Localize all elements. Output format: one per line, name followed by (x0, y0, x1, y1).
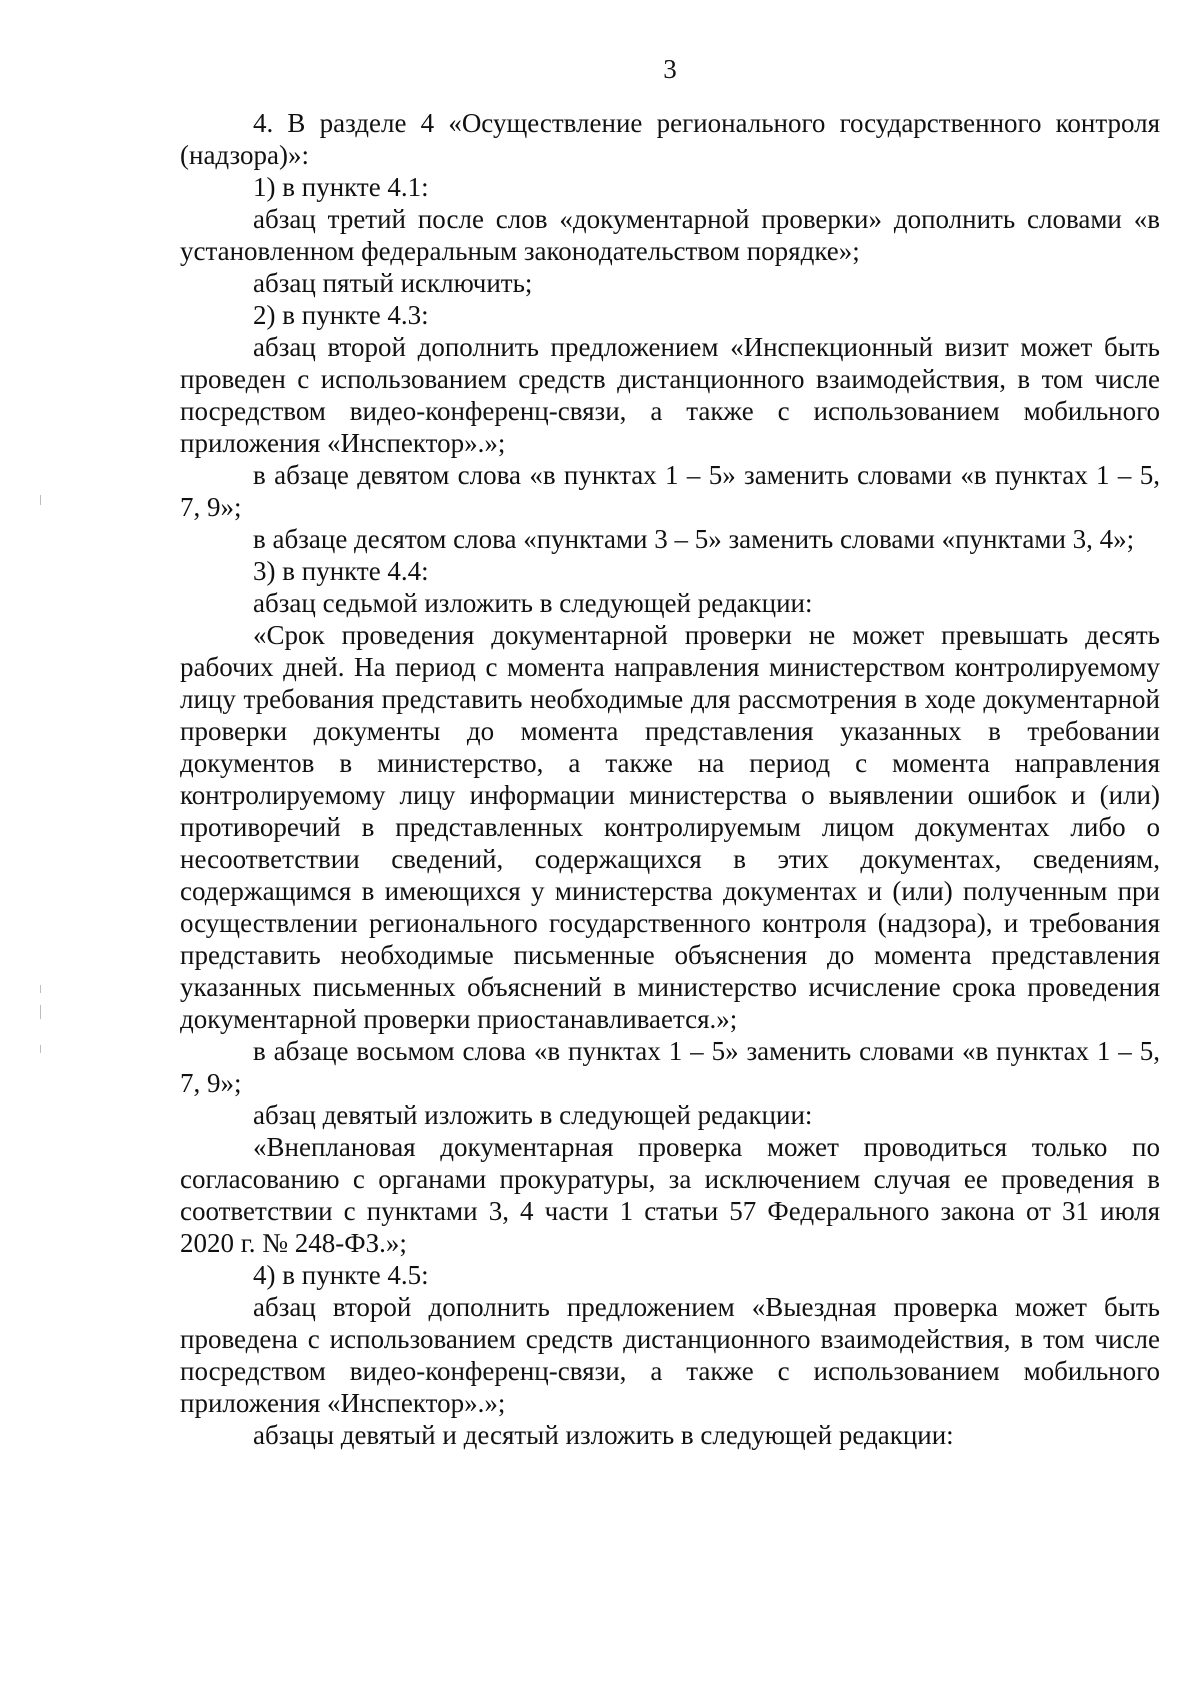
paragraph-third-abzac-4-1: абзац третий после слов «документарной проверки» дополнить словами «в установленном федеральным законодательством порядке»; (180, 204, 1160, 266)
scan-margin-marks (40, 0, 44, 1697)
scan-mark (40, 495, 41, 505)
paragraph-item-4-4: 3) в пункте 4.4: (253, 556, 429, 586)
paragraph-unscheduled-check: «Внеплановая документарная проверка может проводиться только по согласованию с органами прокуратуры, за исключением случая ее проведения в соответствии с пунктами 3, 4 части 1 статьи 57 Федерального закона от 31 июля 2020 г. № 248-ФЗ.»; (180, 1132, 1160, 1258)
scan-mark (40, 1005, 41, 1019)
paragraph-documentary-check-term: «Срок проведения документарной проверки не может превышать десять рабочих дней. На период с момента направления министерством контролируемому лицу требования представить необходимые для рассмотрения в ходе документарной проверки документы до момента представления указанных в требовании документов в министерство, а также на период с момента направления контролируемому лицу информации министерства о выявлении ошибок и (или) противоречий в представленных контролируемым лицом документах либо о несоответствии сведений, содержащихся в этих документах, сведениям, содержащимся в имеющихся у министерства документах и (или) полученным при осуществлении регионального государственного контроля (надзора), и требования представить необходимые письменные объяснения до момента представления указанных письменных объяснений в министерство исчисление срока проведения документарной проверки приостанавливается.»; (180, 620, 1160, 1034)
paragraph-item-4-5: 4) в пункте 4.5: (253, 1260, 429, 1290)
paragraph-eighth-abzac: в абзаце восьмом слова «в пунктах 1 – 5» заменить словами «в пунктах 1 – 5, 7, 9»; (180, 1036, 1160, 1098)
paragraph-ninth-abzac-redaction: абзац девятый изложить в следующей редакции: (253, 1100, 813, 1130)
scan-mark (40, 985, 41, 993)
paragraph-ninth-tenth-abzac-redaction: абзацы девятый и десятый изложить в следующей редакции: (253, 1420, 954, 1450)
page-number: 3 (663, 54, 677, 84)
paragraph-item-4-3: 2) в пункте 4.3: (253, 300, 429, 330)
paragraph-section-4-heading: 4. В разделе 4 «Осуществление регионального государственного контроля (надзора)»: (180, 108, 1160, 170)
paragraph-item-4-1: 1) в пункте 4.1: (253, 172, 429, 202)
document-body (180, 107, 1160, 1451)
paragraph-inspection-visit: абзац второй дополнить предложением «Инспекционный визит может быть проведен с использованием средств дистанционного взаимодействия, в том числе посредством видео-конференц-связи, а также с использованием мобильного приложения «Инспектор».»; (180, 332, 1160, 458)
paragraph-tenth-abzac: в абзаце десятом слова «пунктами 3 – 5» заменить словами «пунктами 3, 4»; (253, 524, 1135, 554)
paragraph-fifth-abzac-exclude: абзац пятый исключить; (253, 268, 533, 298)
paragraph-field-check: абзац второй дополнить предложением «Выездная проверка может быть проведена с использованием средств дистанционного взаимодействия, в том числе посредством видео-конференц-связи, а также с использованием мобильного приложения «Инспектор».»; (180, 1292, 1160, 1418)
paragraph-ninth-abzac: в абзаце девятом слова «в пунктах 1 – 5» заменить словами «в пунктах 1 – 5, 7, 9»; (180, 460, 1160, 522)
scan-mark (40, 1045, 41, 1053)
paragraph-seventh-abzac-redaction: абзац седьмой изложить в следующей редакции: (253, 588, 813, 618)
